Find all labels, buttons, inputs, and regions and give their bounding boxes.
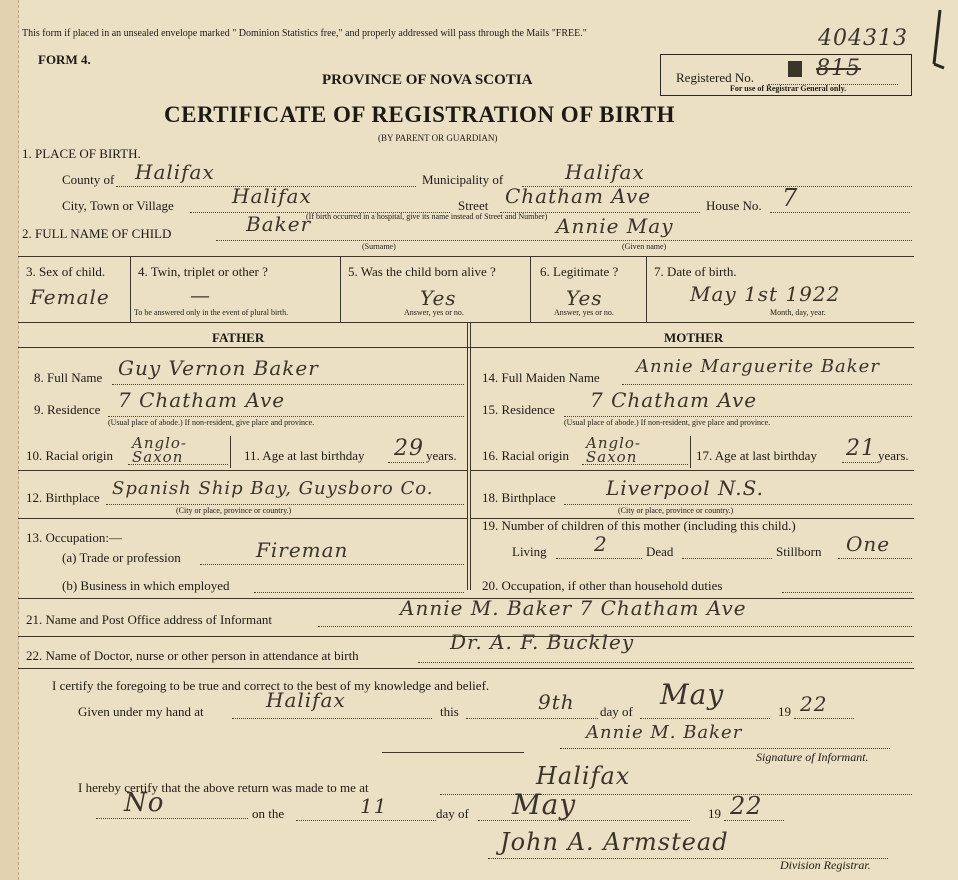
father-birthplace-label: 12. Birthplace	[26, 490, 100, 505]
registered-number-box: 815	[816, 56, 861, 81]
mother-heading: MOTHER	[664, 330, 724, 345]
mother-name-label: 14. Full Maiden Name	[482, 370, 600, 385]
registrar-signature: John A. Armstead	[500, 828, 729, 856]
father-years: years.	[426, 448, 457, 463]
mother-age: 21	[846, 436, 876, 461]
surname-caption: (Surname)	[362, 242, 396, 251]
registrar-place: Halifax	[536, 762, 631, 790]
registrar-stamp-mark	[788, 61, 802, 77]
mother-residence-note: (Usual place of abode.) If non-resident, give place and province.	[564, 418, 771, 427]
signature-caption: Signature of Informant.	[756, 750, 869, 764]
registrar-caption: Division Registrar.	[780, 858, 871, 872]
registrar-use-note: For use of Registrar General only.	[730, 84, 847, 93]
mother-racial: Anglo-Saxon	[586, 434, 641, 466]
street-label: Street	[458, 198, 489, 213]
children-label: 19. Number of children of this mother (including this child.)	[482, 518, 796, 533]
father-name-label: 8. Full Name	[34, 370, 103, 385]
father-residence-label: 9. Residence	[34, 402, 101, 417]
city-label: City, Town or Village	[62, 198, 174, 213]
city-value: Halifax	[232, 184, 312, 208]
father-heading: FATHER	[212, 330, 265, 345]
county-value: Halifax	[135, 160, 215, 184]
province-heading: PROVINCE OF NOVA SCOTIA	[322, 72, 533, 88]
perforated-edge	[0, 0, 19, 880]
informant-signature: Annie M. Baker	[586, 722, 743, 743]
mother-birthplace: Liverpool N.S.	[606, 476, 764, 500]
mother-name: Annie Marguerite Baker	[636, 356, 880, 377]
hospital-note: (If birth occurred in a hospital, give its name instead of Street and Number)	[306, 212, 548, 221]
living-label: Living	[512, 544, 547, 559]
certify-month: May	[660, 678, 725, 711]
dead-label: Dead	[646, 544, 674, 559]
date-note: Month, day, year.	[770, 308, 826, 317]
mother-birthplace-label: 18. Birthplace	[482, 490, 556, 505]
occupation-label: 13. Occupation:—	[26, 530, 123, 545]
mail-notice: This form if placed in an unsealed envelope marked " Dominion Statistics free," and properly addressed will pass through the Mails "FREE."	[22, 28, 587, 39]
child-surname: Baker	[246, 212, 312, 236]
certify-statement: I certify the foregoing to be true and correct to the best of my knowledge and belief.	[52, 678, 490, 693]
trade-value: Fireman	[256, 538, 349, 562]
mother-age-label: 17. Age at last birthday	[696, 448, 817, 463]
alive-label: 5. Was the child born alive ?	[348, 264, 496, 279]
ink-mark-icon	[920, 6, 950, 76]
certificate-subtitle: (BY PARENT OR GUARDIAN)	[378, 133, 498, 143]
father-residence: 7 Chatham Ave	[118, 388, 286, 412]
place-of-birth-label: 1. PLACE OF BIRTH.	[22, 146, 141, 161]
registrar-day-of: day of	[436, 806, 469, 821]
house-value: 7	[782, 184, 799, 212]
sex-value: Female	[30, 285, 110, 309]
given-under-label: Given under my hand at	[78, 704, 204, 719]
father-racial-label: 10. Racial origin	[26, 448, 114, 463]
informant-label: 21. Name and Post Office address of Informant	[26, 612, 272, 627]
father-birthplace-note: (City or place, province or country.)	[176, 506, 292, 515]
doctor-value: Dr. A. F. Buckley	[450, 630, 635, 654]
mother-years: years.	[878, 448, 909, 463]
mother-birthplace-note: (City or place, province or country.)	[618, 506, 734, 515]
sex-label: 3. Sex of child.	[26, 264, 106, 279]
county-label: County of	[62, 172, 115, 187]
father-racial: Anglo-Saxon	[132, 434, 187, 466]
given-caption: (Given name)	[622, 242, 667, 251]
legitimate-label: 6. Legitimate ?	[540, 264, 619, 279]
certify-place: Halifax	[266, 688, 346, 712]
certify-day-of: day of	[600, 704, 633, 719]
municipality-value: Halifax	[565, 160, 645, 184]
mother-residence-label: 15. Residence	[482, 402, 555, 417]
form-number: FORM 4.	[38, 52, 91, 67]
registrar-day: 11	[360, 794, 388, 818]
legitimate-value: Yes	[566, 286, 603, 310]
house-label: House No.	[706, 198, 762, 213]
living-value: 2	[594, 532, 608, 556]
mother-residence: 7 Chatham Ave	[590, 388, 758, 412]
stillborn-label: Stillborn	[776, 544, 822, 559]
trade-label: (a) Trade or profession	[62, 550, 181, 565]
date-of-birth-value: May 1st 1922	[690, 282, 841, 306]
certify-year: 22	[800, 692, 828, 716]
registrar-initials: No	[124, 788, 165, 818]
father-birthplace: Spanish Ship Bay, Guysboro Co.	[112, 478, 434, 499]
date-of-birth-label: 7. Date of birth.	[654, 264, 737, 279]
twin-note: To be answered only in the event of plural birth.	[134, 308, 289, 317]
twin-label: 4. Twin, triplet or other ?	[138, 264, 268, 279]
registered-label: Registered No.	[676, 70, 754, 85]
alive-note: Answer, yes or no.	[404, 308, 464, 317]
registrar-year-prefix: 19	[708, 806, 721, 821]
mother-racial-label: 16. Racial origin	[482, 448, 570, 463]
informant-value: Annie M. Baker 7 Chatham Ave	[400, 596, 747, 620]
municipality-label: Municipality of	[422, 172, 504, 187]
father-age-label: 11. Age at last birthday	[244, 448, 365, 463]
business-label: (b) Business in which employed	[62, 578, 230, 593]
certify-day: 9th	[538, 690, 575, 714]
child-given-name: Annie May	[556, 214, 674, 238]
stillborn-value: One	[846, 532, 891, 556]
doctor-label: 22. Name of Doctor, nurse or other person in attendance at birth	[26, 648, 359, 663]
registrar-statement: I hereby certify that the above return was made to me at	[78, 780, 369, 795]
certify-year-prefix: 19	[778, 704, 791, 719]
street-value: Chatham Ave	[505, 184, 652, 208]
certificate-title: CERTIFICATE OF REGISTRATION OF BIRTH	[164, 102, 675, 127]
mother-occupation-label: 20. Occupation, if other than household duties	[482, 578, 723, 593]
registrar-year: 22	[730, 792, 763, 820]
legitimate-note: Answer, yes or no.	[554, 308, 614, 317]
registrar-month: May	[512, 788, 577, 821]
father-age: 29	[394, 436, 424, 461]
certify-this-label: this	[440, 704, 459, 719]
father-residence-note: (Usual place of abode.) If non-resident, give place and province.	[108, 418, 315, 427]
alive-value: Yes	[420, 286, 457, 310]
child-name-label: 2. FULL NAME OF CHILD	[22, 226, 172, 241]
registered-number-top: 404313	[818, 26, 908, 51]
father-name: Guy Vernon Baker	[118, 356, 319, 380]
registrar-on-label: on the	[252, 806, 285, 821]
twin-value: —	[190, 283, 211, 307]
